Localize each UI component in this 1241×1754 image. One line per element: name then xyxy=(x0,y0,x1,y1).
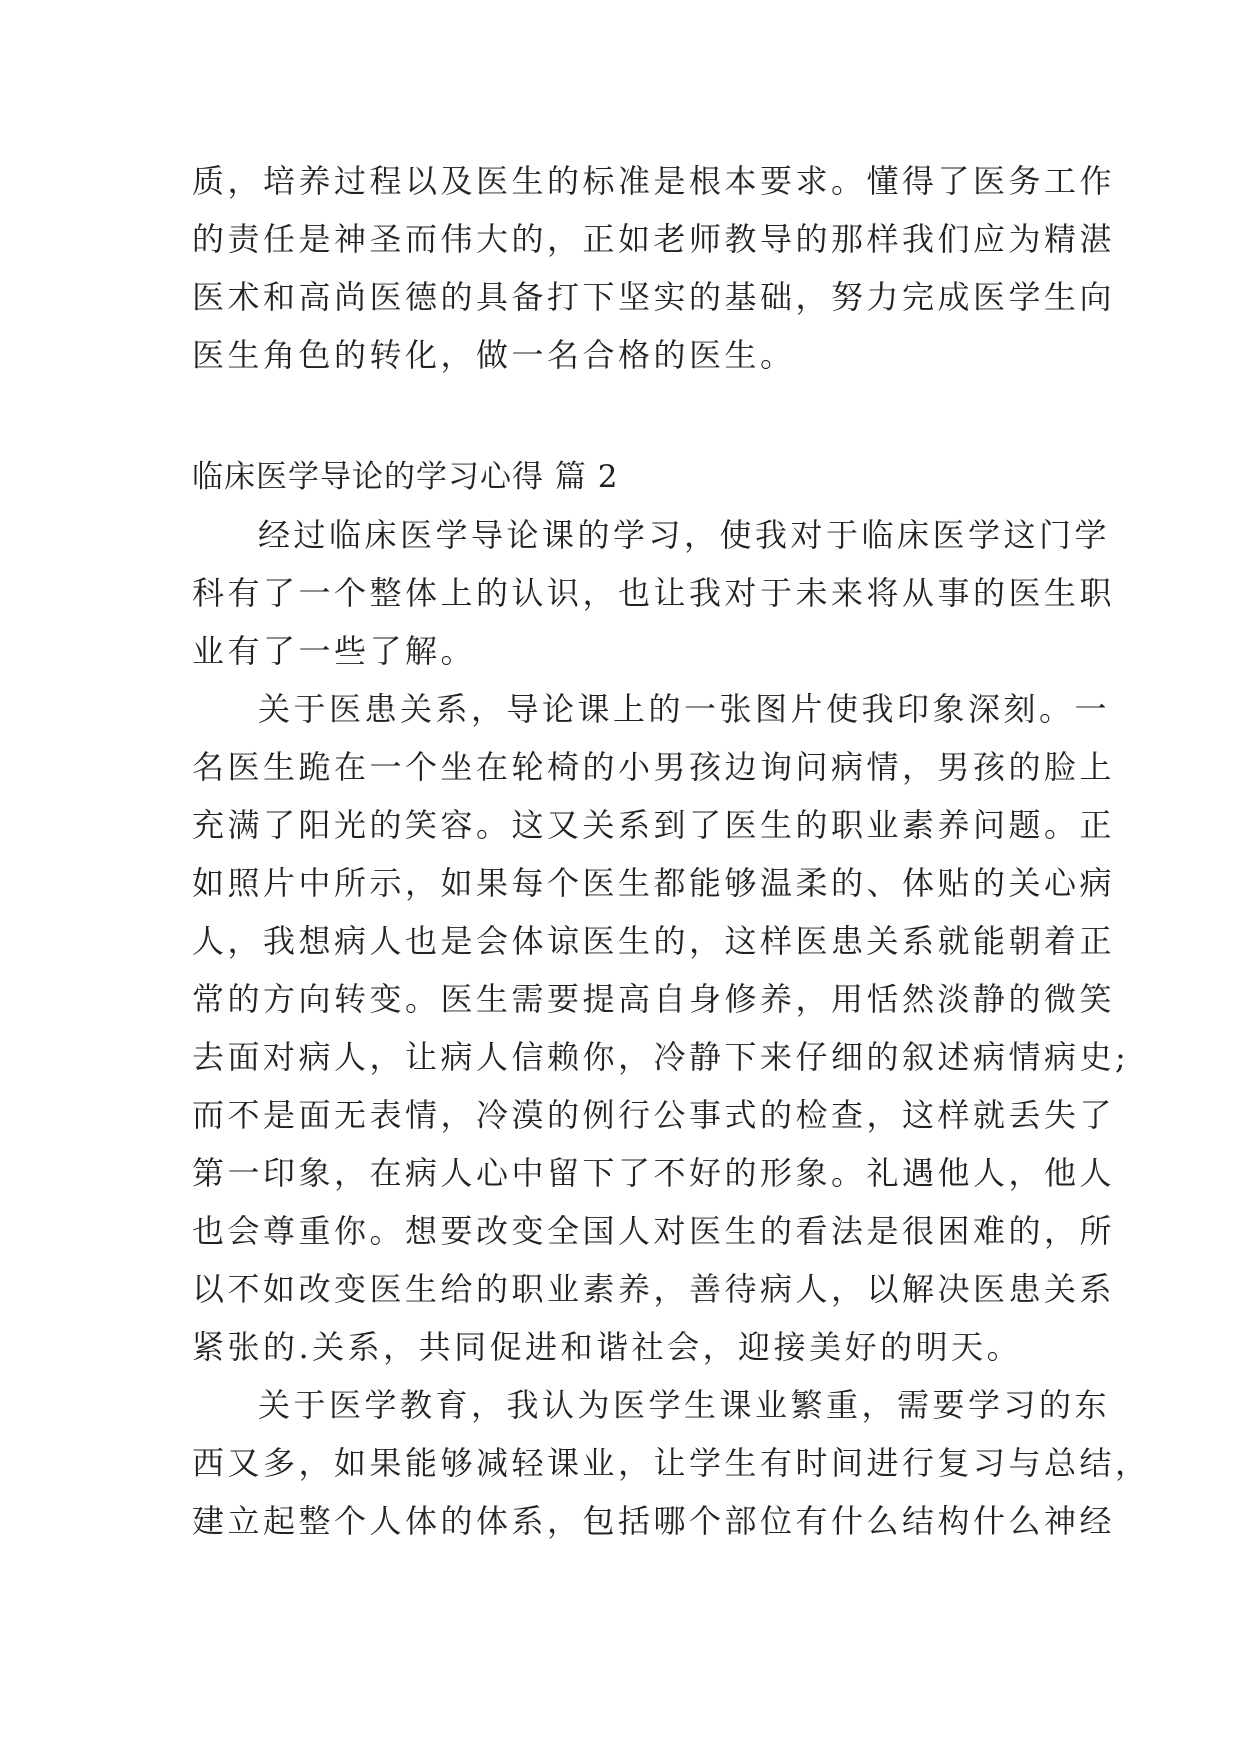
text-line: 名医生跪在一个坐在轮椅的小男孩边询问病情，男孩的脸上 xyxy=(192,748,1116,786)
text-line: 科有了一个整体上的认识，也让我对于未来将从事的医生职 xyxy=(192,574,1116,612)
paragraph-1 xyxy=(192,506,1116,680)
document-body xyxy=(192,152,1151,1550)
text-line: 医生角色的转化，做一名合格的医生。 xyxy=(192,336,796,374)
section-heading: 临床医学导论的学习心得 篇 2 xyxy=(192,459,619,495)
text-line: 第一印象，在病人心中留下了不好的形象。礼遇他人，他人 xyxy=(192,1154,1116,1192)
text-line: 充满了阳光的笑容。这又关系到了医生的职业素养问题。正 xyxy=(192,806,1116,844)
text-line: 业有了一些了解。 xyxy=(192,632,477,670)
text-line: 常的方向转变。医生需要提高自身修养，用恬然淡静的微笑 xyxy=(192,980,1116,1018)
paragraph-2 xyxy=(192,680,1130,1376)
text-line: 紧张的.关系，共同促进和谐社会，迎接美好的明天。 xyxy=(192,1328,1023,1366)
text-line: 以不如改变医生给的职业素养，善待病人，以解决医患关系 xyxy=(192,1270,1116,1308)
text-line: 经过临床医学导论课的学习，使我对于临床医学这门学 xyxy=(258,516,1111,554)
text-line: 西又多，如果能够减轻课业，让学生有时间进行复习与总结， xyxy=(192,1444,1151,1482)
text-line: 也会尊重你。想要改变全国人对医生的看法是很困难的，所 xyxy=(192,1212,1116,1250)
text-line: 关于医学教育，我认为医学生课业繁重，需要学习的东 xyxy=(258,1386,1111,1424)
text-line: 医术和高尚医德的具备打下坚实的基础，努力完成医学生向 xyxy=(192,278,1116,316)
text-line: 如照片中所示，如果每个医生都能够温柔的、体贴的关心病 xyxy=(192,864,1116,902)
text-line: 建立起整个人体的体系，包括哪个部位有什么结构什么神经 xyxy=(192,1502,1116,1540)
text-line: 而不是面无表情，冷漠的例行公事式的检查，这样就丢失了 xyxy=(192,1096,1116,1134)
text-line: 的责任是神圣而伟大的，正如老师教导的那样我们应为精湛 xyxy=(192,220,1116,258)
text-line: 人，我想病人也是会体谅医生的，这样医患关系就能朝着正 xyxy=(192,922,1116,960)
section-spacer xyxy=(192,384,1058,448)
text-line: 关于医患关系，导论课上的一张图片使我印象深刻。一 xyxy=(258,690,1111,728)
intro-paragraph xyxy=(192,152,1116,384)
text-line: 去面对病人，让病人信赖你，冷静下来仔细的叙述病情病史; xyxy=(192,1038,1130,1076)
text-line: 质，培养过程以及医生的标准是根本要求。懂得了医务工作 xyxy=(192,162,1116,200)
paragraph-3 xyxy=(192,1376,1151,1550)
